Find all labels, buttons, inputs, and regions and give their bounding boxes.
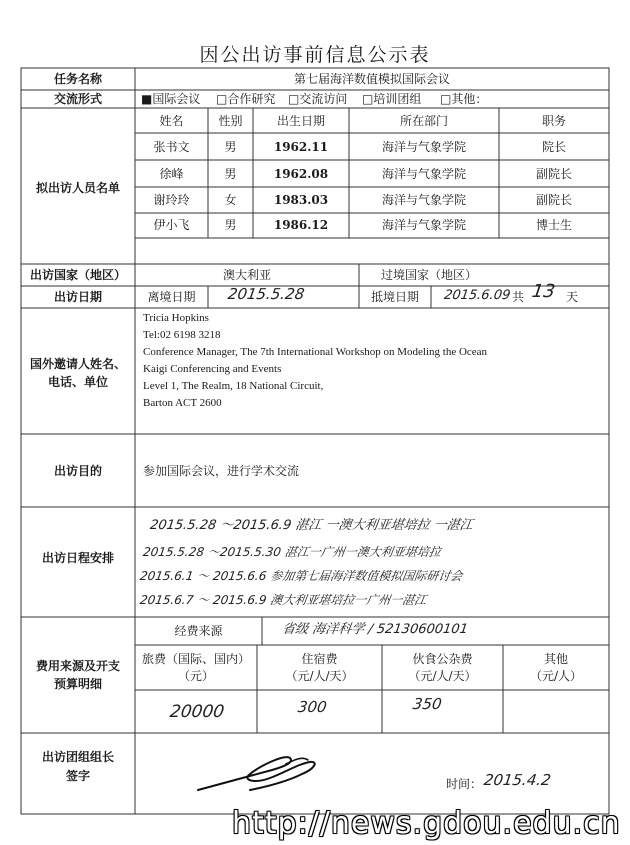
delegate-row-1-birth: 1962.11 <box>273 140 329 154</box>
exchange-form-label: 交流形式 <box>53 92 102 106</box>
delegates-header-birth: 出生日期 <box>276 114 325 128</box>
inviter-label-line-2: 电话、单位 <box>47 375 108 389</box>
exchange-option-research: □合作研究 <box>216 92 276 106</box>
country-label: 出访国家（地区） <box>29 268 126 282</box>
schedule-label: 出访日程安排 <box>41 551 114 565</box>
total-days-value: 13 <box>530 281 557 302</box>
exchange-option-visit: □交流访问 <box>288 92 348 106</box>
budget-header-other: 其他 （元/人） <box>529 652 583 683</box>
schedule-line-2: 2015.5.28 ～2015.5.30 湛江一广州一澳大利亚堪培拉 <box>142 545 442 559</box>
schedule-line-1: 2015.5.28 ～2015.6.9 湛江 一澳大利亚堪培拉 一湛江 <box>149 518 474 533</box>
budget-value-travel: 20000 <box>168 702 226 722</box>
delegates-header-name: 姓名 <box>159 114 184 128</box>
delegates-header-gender: 性别 <box>218 114 243 128</box>
schedule-line-4: 2015.6.7 ～ 2015.6.9 澳大利亚堪培拉一广州一湛江 <box>139 593 428 607</box>
total-days-suffix: 天 <box>566 290 579 304</box>
delegate-row-2-name: 徐峰 <box>159 167 184 181</box>
budget-header-meals: 伙食公杂费 （元/人/天） <box>408 652 477 683</box>
inviter-label-line-1: 国外邀请人姓名、 <box>29 357 126 371</box>
exchange-option-training: □培训团组 <box>362 92 422 106</box>
depart-date-label: 离境日期 <box>147 290 196 304</box>
leader-signature-label-line-1: 出访团组组长 <box>41 750 114 764</box>
delegate-row-1-title: 院长 <box>541 140 566 154</box>
inviter-name: Tricia Hopkins <box>143 312 209 324</box>
fund-source-label: 经费来源 <box>174 624 223 638</box>
delegate-row-2-dept: 海洋与气象学院 <box>381 167 466 181</box>
transit-country-label: 过境国家（地区） <box>380 268 477 282</box>
page-title: 因公出访事前信息公示表 <box>199 44 431 66</box>
arrive-date-value: 2015.6.09 <box>443 288 512 303</box>
leader-signature-label-line-2: 签字 <box>65 769 90 783</box>
delegate-row-2-gender: 男 <box>224 167 237 181</box>
budget-value-lodging: 300 <box>296 698 328 716</box>
inviter-details <box>143 310 487 412</box>
depart-date-value: 2015.5.28 <box>226 285 306 303</box>
sign-time-label: 时间： <box>446 777 483 791</box>
purpose-label: 出访目的 <box>53 464 102 478</box>
inviter-address-1: Level 1, The Realm, 18 National Circuit, <box>143 380 324 392</box>
inviter-position: Conference Manager, The 7th International Workshop on Modeling the Ocean <box>143 346 488 358</box>
delegates-header-dept: 所在部门 <box>399 114 448 128</box>
delegate-row-4-birth: 1986.12 <box>273 218 329 232</box>
inviter-address-2: Barton ACT 2600 <box>143 397 222 409</box>
budget-header-lodging: 住宿费 （元/人/天） <box>285 652 354 683</box>
delegates-header-title: 职务 <box>541 114 566 128</box>
arrive-date-label: 抵境日期 <box>370 290 419 304</box>
delegate-row-4-name: 伊小飞 <box>153 218 190 232</box>
total-days-prefix: 共 <box>512 290 525 304</box>
delegate-row-3-dept: 海洋与气象学院 <box>381 193 466 207</box>
leader-signature-label <box>21 748 135 786</box>
task-name-value: 第七届海洋数值模拟国际会议 <box>293 72 450 86</box>
delegate-row-3-birth: 1983.03 <box>273 193 329 207</box>
delegate-row-4-gender: 男 <box>224 218 237 232</box>
delegate-row-2-birth: 1962.08 <box>273 167 329 181</box>
exchange-option-other: □其他： <box>440 92 488 106</box>
country-value: 澳大利亚 <box>222 268 271 282</box>
budget-label <box>21 657 135 693</box>
budget-label-line-1: 费用来源及开支 <box>35 659 120 673</box>
inviter-label <box>21 355 135 391</box>
delegate-row-1-dept: 海洋与气象学院 <box>381 140 466 154</box>
delegate-row-4-dept: 海洋与气象学院 <box>381 218 466 232</box>
delegate-row-1-gender: 男 <box>224 140 237 154</box>
inviter-phone: Tel:02 6198 3218 <box>143 329 221 341</box>
delegate-row-3-title: 副院长 <box>535 193 572 207</box>
delegates-label: 拟出访人员名单 <box>35 181 120 195</box>
delegate-row-2-title: 副院长 <box>535 167 572 181</box>
inviter-organization: Kaigi Conferencing and Events <box>143 363 282 375</box>
sign-time-value: 2015.4.2 <box>482 771 553 789</box>
schedule-line-3: 2015.6.1 ～ 2015.6.6 参加第七届海洋数值模拟国际研讨会 <box>139 569 464 583</box>
delegate-row-4-title: 博士生 <box>535 218 572 232</box>
delegate-row-3-name: 谢玲玲 <box>153 193 190 207</box>
watermark-url: http://news.gdou.edu.cn <box>232 806 621 841</box>
budget-label-line-2: 预算明细 <box>53 677 102 691</box>
task-name-label: 任务名称 <box>53 72 102 86</box>
delegate-row-3-gender: 女 <box>224 193 237 207</box>
budget-header-travel: 旅费（国际、国内） （元） <box>141 652 250 683</box>
fund-source-value: 省级 海洋科学 / 52130600101 <box>281 622 469 637</box>
exchange-option-conference: ■国际会议 <box>141 92 201 106</box>
budget-value-meals: 350 <box>411 695 443 713</box>
purpose-value: 参加国际会议，进行学术交流 <box>143 464 300 478</box>
delegate-row-1-name: 张书文 <box>153 140 190 154</box>
handwritten-signature <box>190 740 330 800</box>
visit-date-label: 出访日期 <box>53 290 102 304</box>
